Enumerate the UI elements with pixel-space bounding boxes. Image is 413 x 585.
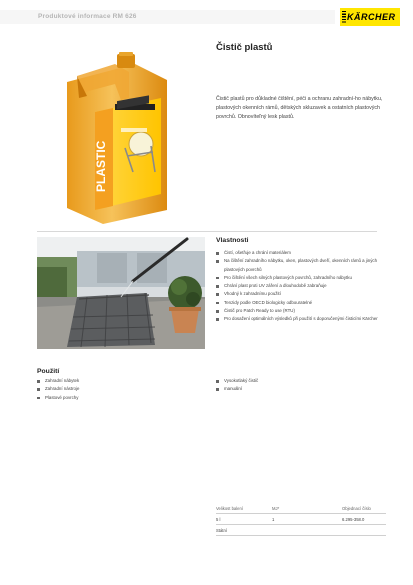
product-bottle-image	[55, 52, 175, 224]
svg-text:PLASTIC: PLASTIC	[94, 140, 108, 192]
list-item: manuální	[216, 385, 258, 393]
usage-photo	[37, 237, 205, 349]
list-item: Zahradní nábytek	[37, 377, 79, 385]
table-header-row	[216, 503, 386, 514]
table-cell: 1	[272, 517, 275, 522]
header-title: Produktové informace RM 626	[38, 13, 137, 20]
table-cell: Státní	[216, 528, 227, 533]
list-item: Vhodný k zahradnímu použití	[216, 290, 386, 298]
table-header-cell: Velikost balení	[216, 506, 244, 511]
table-cell: 6.295-358.0	[342, 517, 365, 522]
table-header-cell: MJ*	[272, 506, 280, 511]
logo-text: KÄRCHER	[347, 12, 396, 22]
properties-title: Vlastnosti	[216, 237, 249, 244]
section-divider	[37, 231, 377, 232]
usage-list-right	[216, 377, 258, 394]
list-item: Pro čištění všech silných plastových povrchů, zahradního nábytku	[216, 274, 386, 282]
list-item: Pro dosažení optimálních výsledků při použití s doporučenými čisticími Kärcher	[216, 315, 386, 323]
list-item: Plastové povrchy	[37, 394, 79, 402]
usage-title: Použití	[37, 368, 60, 375]
list-item: Zahradní nástroje	[37, 385, 79, 393]
karcher-logo	[340, 8, 400, 26]
order-table	[216, 503, 386, 536]
table-cell: 5 l	[216, 517, 221, 522]
table-row	[216, 525, 386, 536]
list-item: Čistí, ošetřuje a chrání materiálem	[216, 249, 386, 257]
product-title: Čistič plastů	[216, 42, 273, 53]
list-item: Čistič pro Patch Ready to use (RTU)	[216, 307, 386, 315]
table-header-cell: Objednací číslo	[342, 506, 371, 511]
usage-list-left	[37, 377, 79, 402]
list-item: Chrání plast proti UV záření a dlouhodobě zabraňuje	[216, 282, 386, 290]
list-item: Vysokotlaký čistič	[216, 377, 258, 385]
logo-stripes-icon	[342, 11, 346, 23]
list-item: Na čištění zahradního nábytku, oken, plastových dveří, okenních rámů a jiných plastových povrchů	[216, 257, 386, 274]
page-header	[0, 0, 413, 38]
properties-list	[216, 249, 386, 324]
table-row	[216, 514, 386, 525]
list-item: Tenzidy podle OECD biologicky odbouratelné	[216, 299, 386, 307]
product-description: Čistič plastů pro důkladné čištění, péči a ochranu zahradní-ho nábytku, plastových okenních rámů, dětských skluzavek a ostatních plastových povrchů. Obnovíteľný lesk plastů.	[216, 96, 383, 120]
